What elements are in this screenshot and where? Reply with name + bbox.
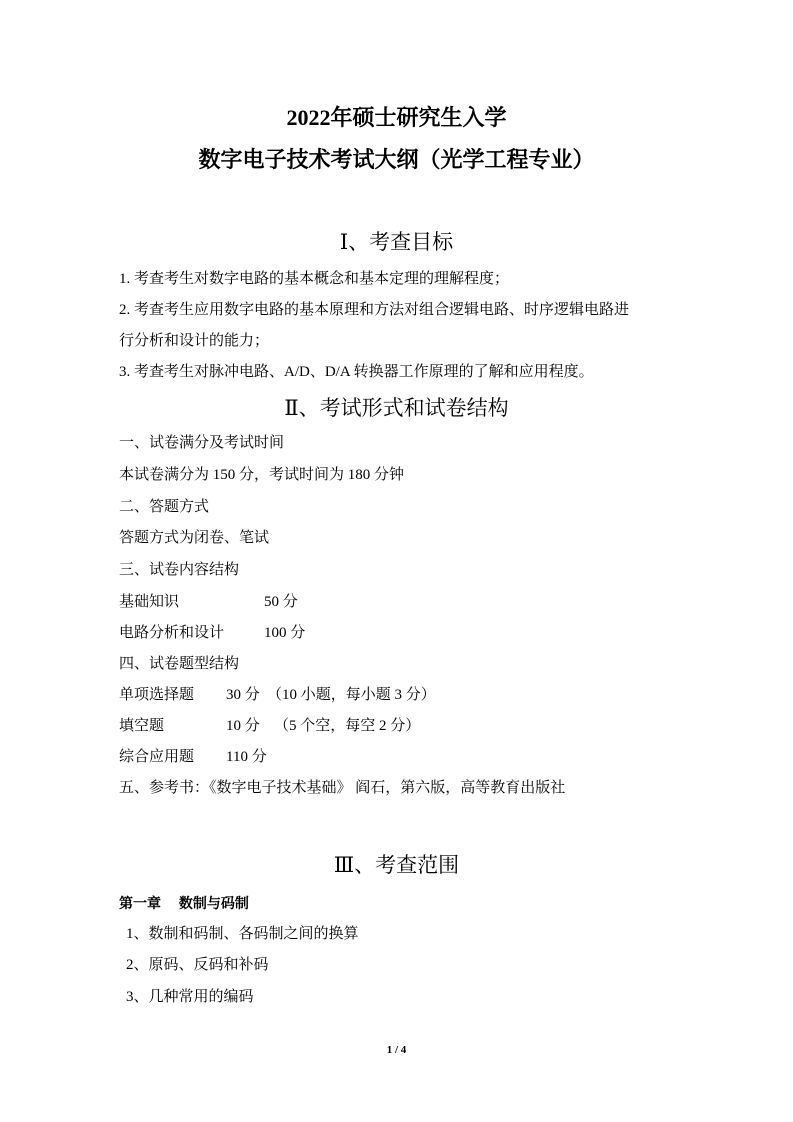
content-score: 50 分 bbox=[264, 594, 298, 610]
section-1-heading: Ⅰ、考查目标 bbox=[339, 230, 454, 254]
content-name: 电路分析和设计 bbox=[119, 625, 225, 641]
type-row bbox=[119, 716, 421, 736]
subheading: 四、试卷题型结构 bbox=[119, 656, 240, 672]
objective-item: 行分析和设计的能力； bbox=[119, 333, 270, 349]
type-name: 单项选择题 bbox=[119, 687, 195, 703]
section-2-heading: Ⅱ、考试形式和试卷结构 bbox=[284, 396, 509, 420]
type-name: 综合应用题 bbox=[119, 749, 195, 765]
type-note: （10 小题，每小题 3 分） bbox=[267, 687, 436, 703]
type-row bbox=[119, 685, 436, 705]
chapter-heading: 第一章 数制与码制 bbox=[119, 895, 249, 911]
type-name: 填空题 bbox=[119, 718, 165, 734]
content-row bbox=[119, 623, 306, 643]
reference-book: 五、参考书：《数字电子技术基础》 阎石，第六版，高等教育出版社 bbox=[119, 780, 566, 796]
type-score: 10 分 bbox=[226, 718, 260, 734]
objective-item: 1. 考查考生对数字电路的基本概念和基本定理的理解程度； bbox=[119, 271, 510, 287]
type-score: 30 分 bbox=[226, 687, 260, 703]
content-score: 100 分 bbox=[264, 625, 306, 641]
objective-item: 2. 考查考生应用数字电路的基本原理和方法对组合逻辑电路、时序逻辑电路进 bbox=[119, 302, 630, 318]
scope-item: 1、数制和码制、各码制之间的换算 bbox=[126, 926, 359, 942]
subheading: 一、试卷满分及考试时间 bbox=[119, 435, 285, 451]
type-row bbox=[119, 747, 267, 767]
scope-item: 2、原码、反码和补码 bbox=[126, 957, 269, 973]
section-3-heading: Ⅲ、考查范围 bbox=[333, 853, 460, 877]
paragraph: 本试卷满分为 150 分，考试时间为 180 分钟 bbox=[119, 467, 405, 483]
subheading: 三、试卷内容结构 bbox=[119, 562, 240, 578]
scope-item: 3、几种常用的编码 bbox=[126, 989, 254, 1005]
content-name: 基础知识 bbox=[119, 594, 180, 610]
title-line-1: 2022年硕士研究生入学 bbox=[286, 105, 507, 130]
objective-item: 3. 考查考生对脉冲电路、A/D、D/A 转换器工作原理的了解和应用程度。 bbox=[119, 364, 594, 380]
subheading: 二、答题方式 bbox=[119, 499, 210, 515]
content-row bbox=[119, 592, 298, 612]
type-score: 110 分 bbox=[226, 749, 267, 765]
paragraph: 答题方式为闭卷、笔试 bbox=[119, 530, 270, 546]
type-note: （5 个空，每空 2 分） bbox=[274, 718, 421, 734]
page-number: 1 / 4 bbox=[386, 1044, 407, 1056]
title-line-2: 数字电子技术考试大纲（光学工程专业） bbox=[198, 147, 595, 172]
